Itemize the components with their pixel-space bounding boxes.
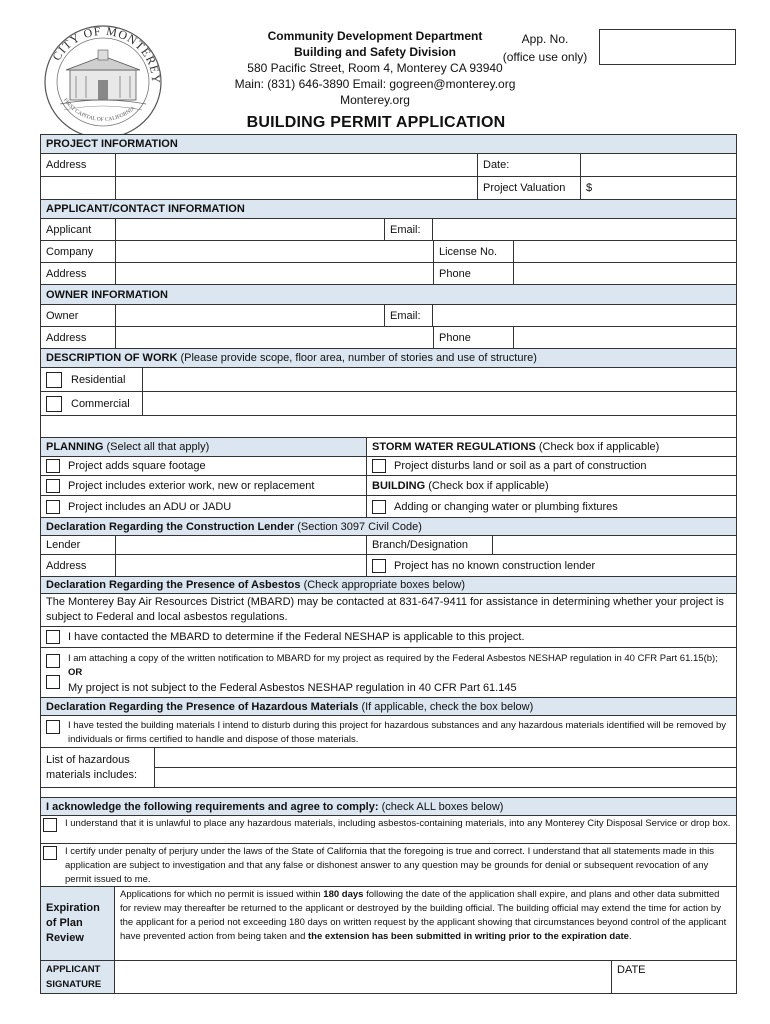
lender-field[interactable] bbox=[116, 536, 367, 554]
planning-storm-heading-row bbox=[41, 438, 736, 457]
department-name: Community Development Department bbox=[267, 29, 483, 43]
hazmat-checkbox[interactable] bbox=[46, 720, 60, 734]
division-name: Building and Safety Division bbox=[293, 45, 457, 59]
commercial-label: Commercial bbox=[71, 397, 130, 410]
hazmat-list-field-1[interactable] bbox=[155, 748, 736, 768]
applicant-address-row bbox=[41, 263, 736, 285]
commercial-description-field[interactable] bbox=[143, 392, 736, 415]
department-contact: Main: (831) 646-3890 Email: gogreen@monterey.org bbox=[234, 77, 516, 91]
acknowledge-row-1 bbox=[41, 816, 736, 844]
planning-row-1 bbox=[41, 457, 736, 476]
asbestos-item-2-or: OR bbox=[68, 667, 83, 678]
applicant-heading-row bbox=[41, 200, 736, 219]
branch-field[interactable] bbox=[493, 536, 736, 554]
svg-text:CITY OF MONTEREY: CITY OF MONTEREY bbox=[49, 23, 164, 85]
planning-checkbox-1[interactable] bbox=[46, 459, 60, 473]
owner-phone-label: Phone bbox=[434, 327, 514, 348]
department-header bbox=[220, 28, 530, 108]
project-address-field-2[interactable] bbox=[116, 177, 478, 199]
app-no-label: App. No. bbox=[521, 32, 569, 46]
hazmat-row bbox=[41, 716, 736, 748]
owner-address-row bbox=[41, 327, 736, 349]
project-info-heading-row bbox=[41, 135, 736, 154]
hazmat-list-field-2[interactable] bbox=[155, 768, 736, 787]
asbestos-intro: The Monterey Bay Air Resources District (MBARD) may be contacted at 831-647-9411 for assistance in determining whether your project is subject to Federal and local asbestos regulations. bbox=[46, 596, 724, 623]
svg-text:FIRST CAPITAL OF CALIFORNIA: FIRST CAPITAL OF CALIFORNIA bbox=[61, 97, 137, 123]
owner-email-label: Email: bbox=[385, 305, 433, 326]
planning-heading-note: (Select all that apply) bbox=[106, 441, 210, 453]
asbestos-checkbox-3[interactable] bbox=[46, 675, 60, 689]
hazmat-item: I have tested the building materials I intend to disturb during this project for hazardous substances and any hazardous materials identified will be removed by individuals or firms certified to handle and dispose of those materials. bbox=[68, 720, 726, 745]
license-label: License No. bbox=[434, 241, 514, 262]
lender-address-field[interactable] bbox=[116, 555, 367, 576]
building-item: Adding or changing water or plumbing fixtures bbox=[394, 500, 618, 513]
asbestos-item-3: My project is not subject to the Federal Asbestos NESHAP regulation in 40 CFR Part 61.145 bbox=[68, 682, 517, 694]
planning-item-1: Project adds square footage bbox=[68, 460, 206, 472]
owner-field[interactable] bbox=[116, 305, 385, 326]
project-address-field[interactable] bbox=[116, 154, 478, 176]
asbestos-intro-row bbox=[41, 594, 736, 627]
work-heading-note: (Please provide scope, floor area, number of stories and use of structure) bbox=[180, 352, 537, 364]
hazmat-spacer-row bbox=[41, 788, 736, 798]
owner-row bbox=[41, 305, 736, 327]
storm-heading-note: (Check box if applicable) bbox=[538, 441, 660, 453]
applicant-email-field[interactable] bbox=[433, 219, 736, 240]
residential-row bbox=[41, 368, 736, 392]
signature-field[interactable] bbox=[115, 961, 612, 993]
building-heading-note: (Check box if applicable) bbox=[428, 479, 549, 492]
applicant-phone-field[interactable] bbox=[514, 263, 736, 284]
department-address: 580 Pacific Street, Room 4, Monterey CA 93940 bbox=[247, 61, 503, 75]
lender-heading-note: (Section 3097 Civil Code) bbox=[297, 520, 422, 533]
page-title: BUILDING PERMIT APPLICATION bbox=[246, 114, 506, 131]
work-heading: DESCRIPTION OF WORK bbox=[46, 352, 178, 364]
planning-item-2: Project includes exterior work, new or replacement bbox=[68, 479, 315, 492]
planning-checkbox-3[interactable] bbox=[46, 500, 60, 514]
applicant-email-label: Email: bbox=[385, 219, 433, 240]
lender-heading-row bbox=[41, 518, 736, 536]
lender-heading: Declaration Regarding the Construction Lender bbox=[46, 520, 295, 533]
owner-address-label: Address bbox=[41, 327, 116, 348]
asbestos-row-1 bbox=[41, 627, 736, 648]
project-info-heading: PROJECT INFORMATION bbox=[46, 138, 178, 150]
applicant-field[interactable] bbox=[116, 219, 385, 240]
owner-heading-row bbox=[41, 285, 736, 305]
app-no-label-block bbox=[495, 30, 595, 66]
department-website: Monterey.org bbox=[340, 93, 410, 107]
commercial-row bbox=[41, 392, 736, 416]
asbestos-row-2 bbox=[41, 648, 736, 698]
company-row bbox=[41, 241, 736, 263]
lender-address-row bbox=[41, 555, 736, 577]
project-valuation-field[interactable]: $ bbox=[586, 182, 593, 194]
applicant-phone-label: Phone bbox=[434, 263, 514, 284]
acknowledge-heading-row bbox=[41, 798, 736, 816]
planning-heading: PLANNING bbox=[46, 441, 104, 453]
permit-form bbox=[40, 134, 737, 994]
hazmat-heading: Declaration Regarding the Presence of Hazardous Materials bbox=[46, 700, 359, 713]
planning-row-2 bbox=[41, 476, 736, 496]
commercial-checkbox[interactable] bbox=[46, 396, 62, 412]
expiration-row bbox=[41, 887, 736, 961]
applicant-label: Applicant bbox=[41, 219, 116, 240]
lender-label: Lender bbox=[41, 536, 116, 554]
owner-heading: OWNER INFORMATION bbox=[46, 288, 169, 301]
hazmat-heading-row bbox=[41, 698, 736, 716]
applicant-row bbox=[41, 219, 736, 241]
planning-row-3 bbox=[41, 496, 736, 518]
applicant-heading: APPLICANT/CONTACT INFORMATION bbox=[46, 203, 245, 215]
expiration-label: Expiration of Plan Review bbox=[41, 887, 115, 960]
acknowledge-heading-note: (check ALL boxes below) bbox=[381, 800, 504, 813]
storm-item: Project disturbs land or soil as a part of construction bbox=[394, 460, 647, 472]
residential-label: Residential bbox=[71, 373, 126, 386]
storm-heading: STORM WATER REGULATIONS bbox=[372, 441, 536, 453]
project-address-row bbox=[41, 154, 736, 177]
acknowledge-heading: I acknowledge the following requirements and agree to comply: bbox=[46, 800, 379, 813]
company-field[interactable] bbox=[116, 241, 434, 262]
project-valuation-label: Project Valuation bbox=[478, 177, 581, 199]
asbestos-item-2: I am attaching a copy of the written notification to MBARD for my project as required by the Federal Asbestos NESHAP regulation in 40 CFR Part 61.15(b); bbox=[68, 653, 718, 664]
applicant-address-field[interactable] bbox=[116, 263, 434, 284]
asbestos-checkbox-2[interactable] bbox=[46, 654, 60, 668]
planning-item-3: Project includes an ADU or JADU bbox=[68, 500, 232, 513]
work-extra-row bbox=[41, 416, 736, 438]
asbestos-heading-note: (Check appropriate boxes below) bbox=[303, 579, 465, 591]
app-no-note: (office use only) bbox=[502, 50, 588, 64]
residential-description-field[interactable] bbox=[143, 368, 736, 391]
signature-date-label[interactable]: DATE bbox=[617, 964, 646, 976]
asbestos-heading-row bbox=[41, 577, 736, 594]
project-valuation-row bbox=[41, 177, 736, 200]
project-date-label: Date: bbox=[478, 154, 581, 176]
license-field[interactable] bbox=[514, 241, 736, 262]
no-lender-checkbox[interactable] bbox=[372, 559, 386, 573]
project-date-field[interactable] bbox=[581, 154, 736, 176]
storm-checkbox[interactable] bbox=[372, 459, 386, 473]
branch-label: Branch/Designation bbox=[367, 536, 493, 554]
hazmat-heading-note: (If applicable, check the box below) bbox=[361, 700, 534, 713]
owner-email-field[interactable] bbox=[433, 305, 736, 326]
work-heading-row bbox=[41, 349, 736, 368]
owner-address-field[interactable] bbox=[116, 327, 434, 348]
applicant-address-label: Address bbox=[41, 263, 116, 284]
lender-row bbox=[41, 536, 736, 555]
acknowledge-checkbox-2[interactable] bbox=[43, 846, 57, 860]
work-extra-field[interactable] bbox=[41, 416, 736, 437]
residential-checkbox[interactable] bbox=[46, 372, 62, 388]
building-checkbox[interactable] bbox=[372, 500, 386, 514]
no-lender-label: Project has no known construction lender bbox=[394, 559, 596, 572]
asbestos-checkbox-1[interactable] bbox=[46, 630, 60, 644]
expiration-text: Applications for which no permit is issued within 180 days following the date of the application shall expire, and plans and other data submitted for review may thereafter be returned to the applicant or destroyed by the building official. The building official may extend the time for action by the applicant for a period not exceeding 180 days on written request by the applicant showing that circumstances beyond control of the applicant have prevented action from being taken and the extension has been submitted in writing prior to the expiration date. bbox=[120, 889, 727, 942]
owner-phone-field[interactable] bbox=[514, 327, 736, 348]
signature-label: APPLICANT SIGNATURE bbox=[41, 961, 115, 993]
planning-checkbox-2[interactable] bbox=[46, 479, 60, 493]
company-label: Company bbox=[41, 241, 116, 262]
asbestos-item-1: I have contacted the MBARD to determine if the Federal NESHAP is applicable to this project. bbox=[68, 631, 525, 643]
acknowledge-item-2: I certify under penalty of perjury under the laws of the State of California that the foregoing is true and correct. I understand that all statements made in this application are subject to investigation and that any false or dishonest answer to any question may be grounds for denial or subsequent revocation of any permit issued to me. bbox=[65, 846, 714, 885]
acknowledge-checkbox-1[interactable] bbox=[43, 818, 57, 832]
acknowledge-row-2 bbox=[41, 844, 736, 887]
asbestos-heading: Declaration Regarding the Presence of Asbestos bbox=[46, 579, 301, 591]
app-no-field[interactable] bbox=[599, 29, 736, 65]
hazmat-list-row bbox=[41, 748, 736, 788]
building-heading: BUILDING bbox=[372, 479, 426, 492]
hazmat-list-label: List of hazardous materials includes: bbox=[41, 748, 155, 787]
lender-address-label: Address bbox=[41, 555, 116, 576]
signature-row bbox=[41, 961, 736, 994]
acknowledge-item-1: I understand that it is unlawful to place any hazardous materials, including asbestos-containing materials, into any Monterey City Disposal Service or drop box. bbox=[65, 818, 731, 829]
owner-label: Owner bbox=[41, 305, 116, 326]
project-address-label: Address bbox=[41, 154, 116, 176]
